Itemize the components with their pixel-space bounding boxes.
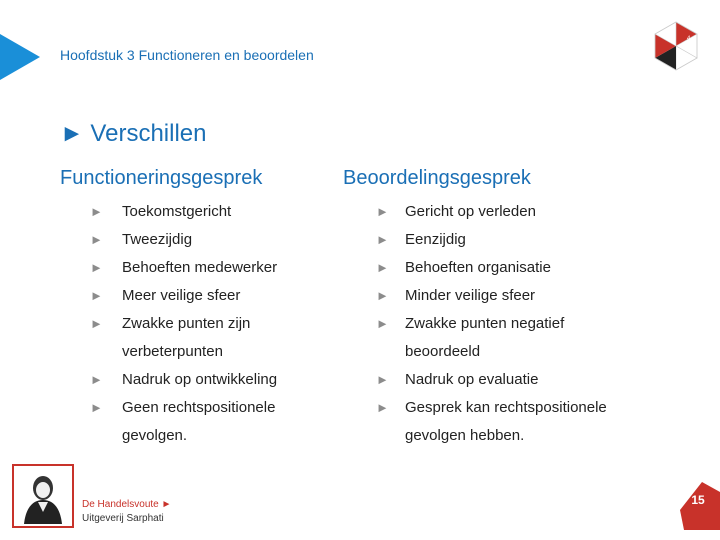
chapter-title: Hoofdstuk 3 Functioneren en beoordelen <box>60 47 314 63</box>
list-item: ► Tweezijdig <box>60 226 330 254</box>
list-item-continuation: gevolgen. <box>122 427 188 444</box>
list-item: ► Behoeften organisatie <box>343 254 673 282</box>
hexagon-number: 4 <box>687 36 691 42</box>
bullet-arrow-icon: ► <box>90 260 103 275</box>
list-item: ► Gericht op verleden <box>343 198 673 226</box>
list-item: ► Geen rechtspositionele <box>60 394 330 422</box>
bullet-arrow-icon: ► <box>90 232 103 247</box>
list-item: ► Minder veilige sfeer <box>343 282 673 310</box>
list-item: ► Toekomstgericht <box>60 198 330 226</box>
list-item: ► Zwakke punten negatief <box>343 310 673 338</box>
left-list <box>60 198 330 450</box>
bullet-arrow-icon: ► <box>376 204 389 219</box>
list-item: ► Nadruk op ontwikkeling <box>60 366 330 394</box>
bullet-arrow-icon: ► <box>376 288 389 303</box>
list-item: ► Nadruk op evaluatie <box>343 366 673 394</box>
bullet-arrow-icon: ► <box>90 288 103 303</box>
right-list <box>343 198 673 450</box>
bullet-arrow-icon: ► <box>376 400 389 415</box>
bullet-arrow-icon: ► <box>90 372 103 387</box>
bullet-arrow-icon: ► <box>90 204 103 219</box>
portrait-logo-box <box>12 464 74 528</box>
list-item: ► Zwakke punten zijn <box>60 310 330 338</box>
bullet-arrow-icon: ► <box>376 316 389 331</box>
right-column <box>343 167 673 450</box>
list-item: ► Gesprek kan rechtspositionele <box>343 394 673 422</box>
bullet-arrow-icon: ► <box>376 232 389 247</box>
list-item: ► Eenzijdig <box>343 226 673 254</box>
page-number: 15 <box>691 493 705 507</box>
bullet-arrow-icon: ► <box>376 260 389 275</box>
left-heading: Functioneringsgesprek <box>60 167 263 189</box>
hexagon-chapter-icon <box>650 20 702 72</box>
portrait-icon <box>14 466 72 526</box>
bullet-arrow-icon: ► <box>90 400 103 415</box>
slide-title: ► Verschillen <box>60 120 207 147</box>
list-item-continuation: verbeterpunten <box>122 343 223 360</box>
left-column <box>60 167 330 450</box>
bullet-arrow-icon: ► <box>376 372 389 387</box>
right-heading: Beoordelingsgesprek <box>343 167 531 189</box>
list-item-continuation: gevolgen hebben. <box>405 427 525 444</box>
list-item-continuation: beoordeeld <box>405 343 481 360</box>
corner-arrow-decoration <box>0 34 40 80</box>
list-item: ► Behoeften medewerker <box>60 254 330 282</box>
publisher-logo <box>12 464 172 530</box>
publisher-name: De Handelsvoute ► Uitgeverij Sarphati <box>82 499 172 524</box>
list-item: ► Meer veilige sfeer <box>60 282 330 310</box>
bullet-arrow-icon: ► <box>90 316 103 331</box>
